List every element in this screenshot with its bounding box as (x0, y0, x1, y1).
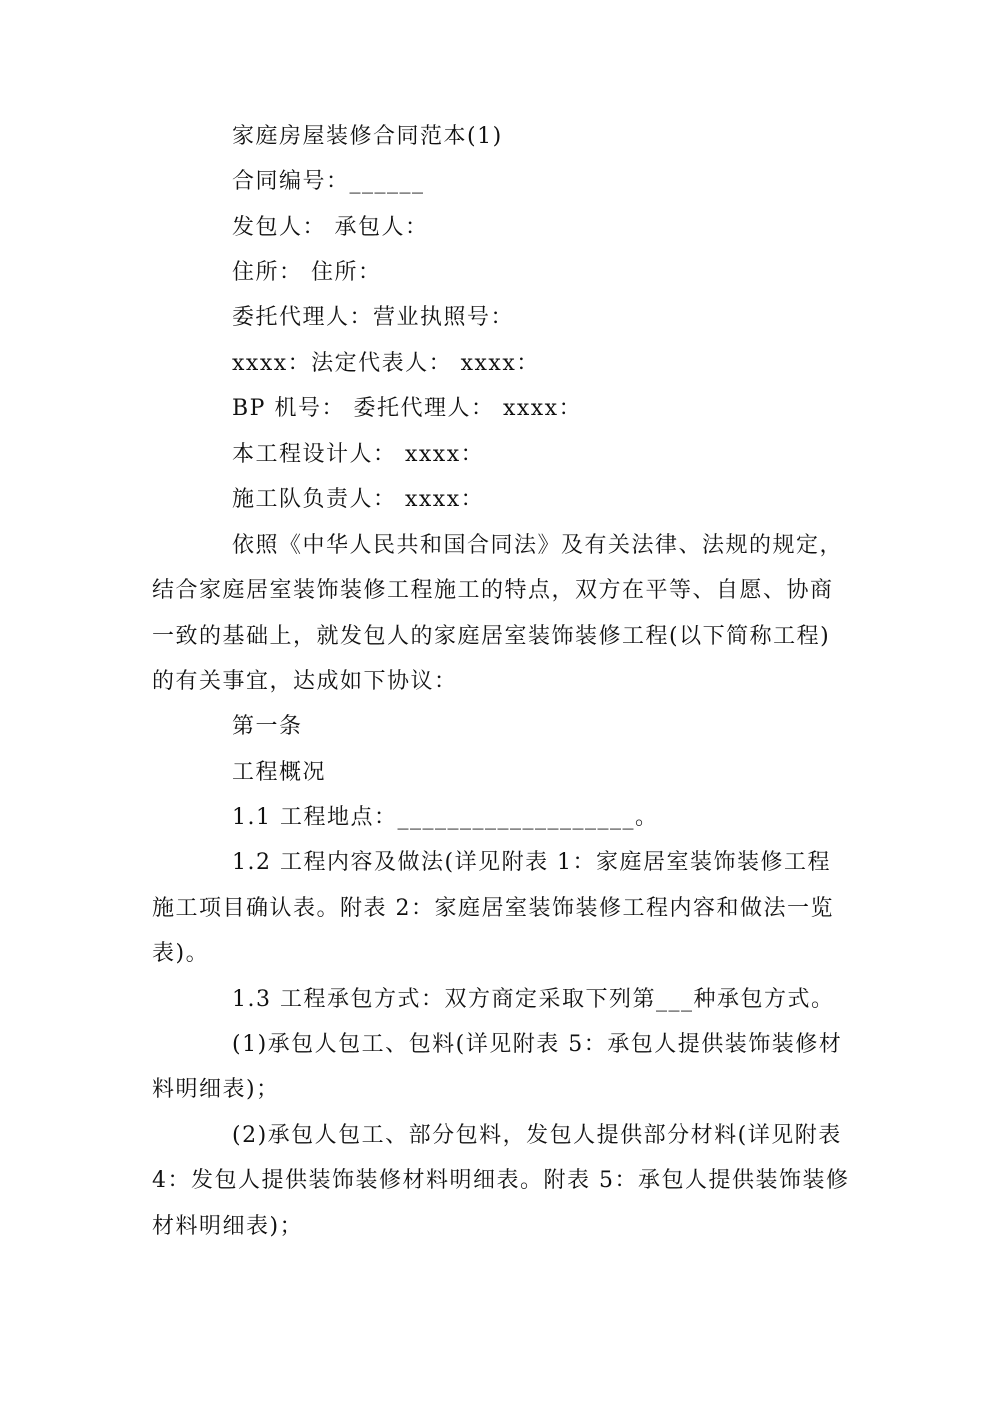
clause-1-1: 1.1 工程地点：___________________。 (232, 805, 659, 830)
article-title: 工程概况 (232, 760, 327, 785)
parties-line: 发包人： 承包人： (232, 215, 429, 240)
clause-1-2-line: 表)。 (152, 941, 210, 966)
article-heading: 第一条 (232, 714, 303, 739)
option-2-line: 4：发包人提供装饰装修材料明细表。附表 5：承包人提供装饰装修 (152, 1168, 850, 1193)
agent-license-line: 委托代理人：营业执照号： (232, 305, 515, 330)
address-line: 住所： 住所： (232, 260, 382, 285)
pager-agent-line: BP 机号： 委托代理人： xxxx： (232, 396, 583, 421)
preamble-paragraph-line: 一致的基础上，就发包人的家庭居室装饰装修工程(以下简称工程) (152, 624, 831, 649)
preamble-paragraph-line: 结合家庭居室装饰装修工程施工的特点，双方在平等、自愿、协商 (152, 578, 834, 603)
legal-representative-line: xxxx：法定代表人： xxxx： (232, 351, 540, 376)
designer-line: 本工程设计人： xxxx： (232, 442, 485, 467)
option-1-line: 料明细表)； (152, 1077, 280, 1102)
option-2-line: (2)承包人包工、部分包料，发包人提供部分材料(详见附表 (232, 1123, 842, 1148)
option-1-line: (1)承包人包工、包料(详见附表 5：承包人提供装饰装修材 (232, 1032, 843, 1057)
option-2-line: 材料明细表)； (152, 1214, 304, 1239)
construction-leader-line: 施工队负责人： xxxx： (232, 487, 485, 512)
clause-1-3: 1.3 工程承包方式：双方商定采取下列第___种承包方式。 (232, 987, 835, 1012)
clause-1-2-line: 施工项目确认表。附表 2：家庭居室装饰装修工程内容和做法一览 (152, 896, 834, 921)
clause-1-2-line: 1.2 工程内容及做法(详见附表 1：家庭居室装饰装修工程 (232, 850, 832, 875)
preamble-paragraph-line: 依照《中华人民共和国合同法》及有关法律、法规的规定， (232, 533, 844, 558)
contract-number-line: 合同编号：______ (232, 169, 425, 194)
document-title: 家庭房屋装修合同范本(1) (232, 124, 503, 149)
preamble-paragraph-line: 的有关事宜，达成如下协议： (152, 669, 458, 694)
